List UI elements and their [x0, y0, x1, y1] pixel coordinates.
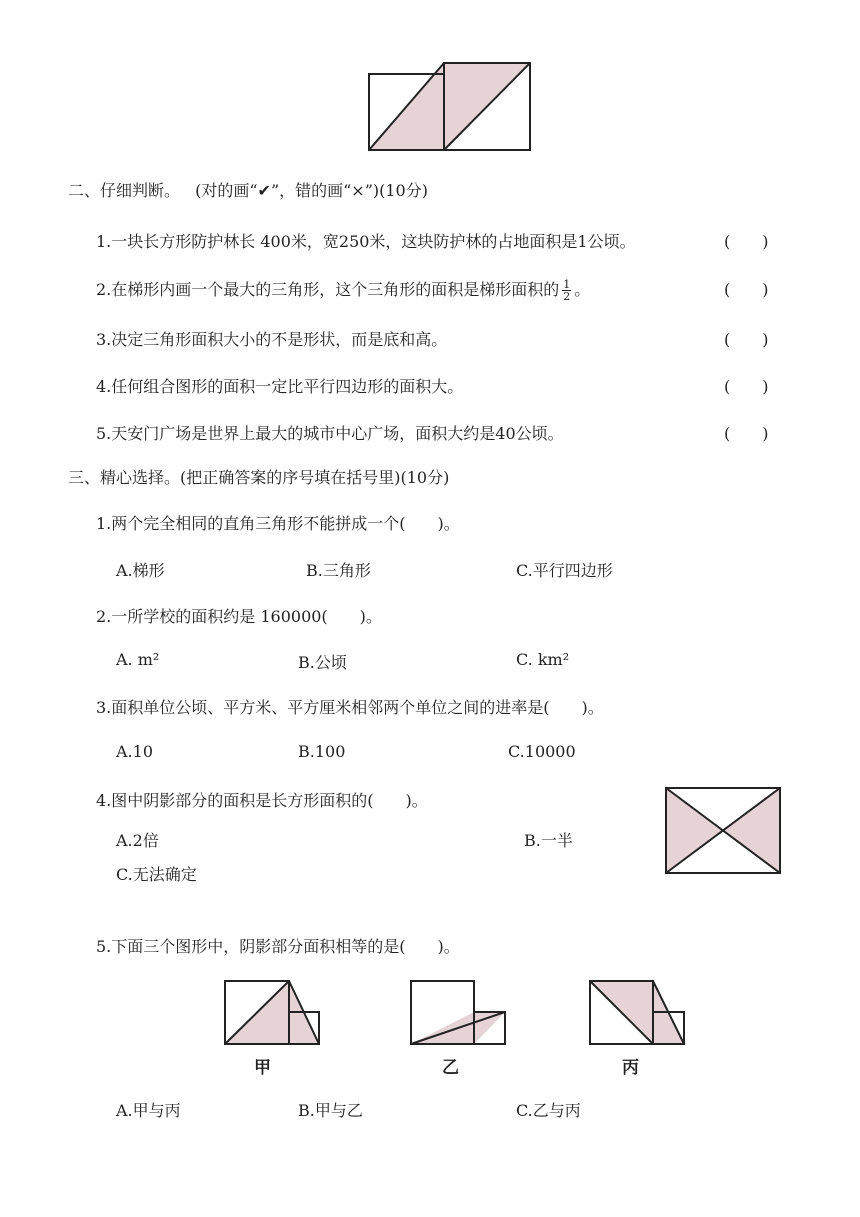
choice-q1-option-c[interactable]: C.平行四边形	[516, 561, 613, 580]
choice-q2-stem: 2.一所学校的面积约是 160000( )。	[96, 607, 382, 626]
choice-q4-option-a[interactable]: A.2倍	[116, 831, 159, 850]
q5-figure-bing	[590, 981, 684, 1044]
choice-q3-option-c[interactable]: C.10000	[508, 742, 576, 761]
choice-q4-option-c[interactable]: C.无法确定	[116, 865, 197, 884]
choice-q3-option-b[interactable]: B.100	[298, 742, 346, 761]
figure-label-yi: 乙	[442, 1058, 459, 1078]
choice-q3-stem: 3.面积单位公顷、平方米、平方厘米相邻两个单位之间的进率是( )。	[96, 698, 604, 717]
fraction-numerator: 1	[563, 278, 571, 291]
choice-q4-stem: 4.图中阴影部分的面积是长方形面积的( )。	[96, 791, 428, 810]
judge-item-2-text: 2.在梯形内画一个最大的三角形，这个三角形的面积是梯形面积的	[96, 280, 560, 299]
choice-q5-option-c[interactable]: C.乙与丙	[516, 1101, 581, 1120]
answer-blank-4[interactable]: ( )	[724, 377, 769, 396]
answer-blank-5[interactable]: ( )	[724, 424, 769, 443]
choice-q4-option-b[interactable]: B.一半	[524, 831, 573, 850]
choice-q1-option-b[interactable]: B.三角形	[306, 561, 371, 580]
q5-figure-yi	[411, 981, 505, 1044]
q5-figure-jia	[225, 981, 319, 1044]
choice-q1-option-a[interactable]: A.梯形	[116, 561, 165, 580]
choice-q2-option-c[interactable]: C. km²	[516, 650, 570, 669]
fraction-denominator: 2	[563, 290, 571, 303]
answer-blank-1[interactable]: ( )	[724, 232, 769, 251]
section3-heading: 三、精心选择。(把正确答案的序号填在括号里)(10分)	[68, 468, 450, 487]
answer-blank-2[interactable]: ( )	[724, 280, 769, 299]
choice-q1-stem: 1.两个完全相同的直角三角形不能拼成一个( )。	[96, 514, 460, 533]
judge-item-1: 1.一块长方形防护林长 400米，宽250米，这块防护林的占地面积是1公顷。	[96, 232, 636, 251]
answer-blank-3[interactable]: ( )	[724, 330, 769, 349]
choice-q5-option-a[interactable]: A.甲与丙	[116, 1101, 181, 1120]
figure-label-jia: 甲	[254, 1058, 271, 1078]
choice-q3-option-a[interactable]: A.10	[116, 742, 153, 761]
judge-item-4: 4.任何组合图形的面积一定比平行四边形的面积大。	[96, 377, 464, 396]
choice-q2-option-b[interactable]: B.公顷	[298, 653, 347, 672]
section2-title: 二、仔细判断。	[68, 181, 181, 200]
figure-label-bing: 丙	[622, 1058, 639, 1078]
section2-instruction: (对的画“✔”，错的画“×”)(10分)	[195, 181, 428, 200]
choice-q2-option-a[interactable]: A. m²	[116, 650, 160, 669]
judge-item-3: 3.决定三角形面积大小的不是形状，而是底和高。	[96, 330, 448, 349]
judge-item-2-end: 。	[574, 280, 591, 299]
choice-q5-stem: 5.下面三个图形中，阴影部分面积相等的是( )。	[96, 937, 460, 956]
choice-q5-option-b[interactable]: B.甲与乙	[298, 1101, 363, 1120]
judge-item-5: 5.天安门广场是世界上最大的城市中心广场，面积大约是40公顷。	[96, 424, 564, 443]
